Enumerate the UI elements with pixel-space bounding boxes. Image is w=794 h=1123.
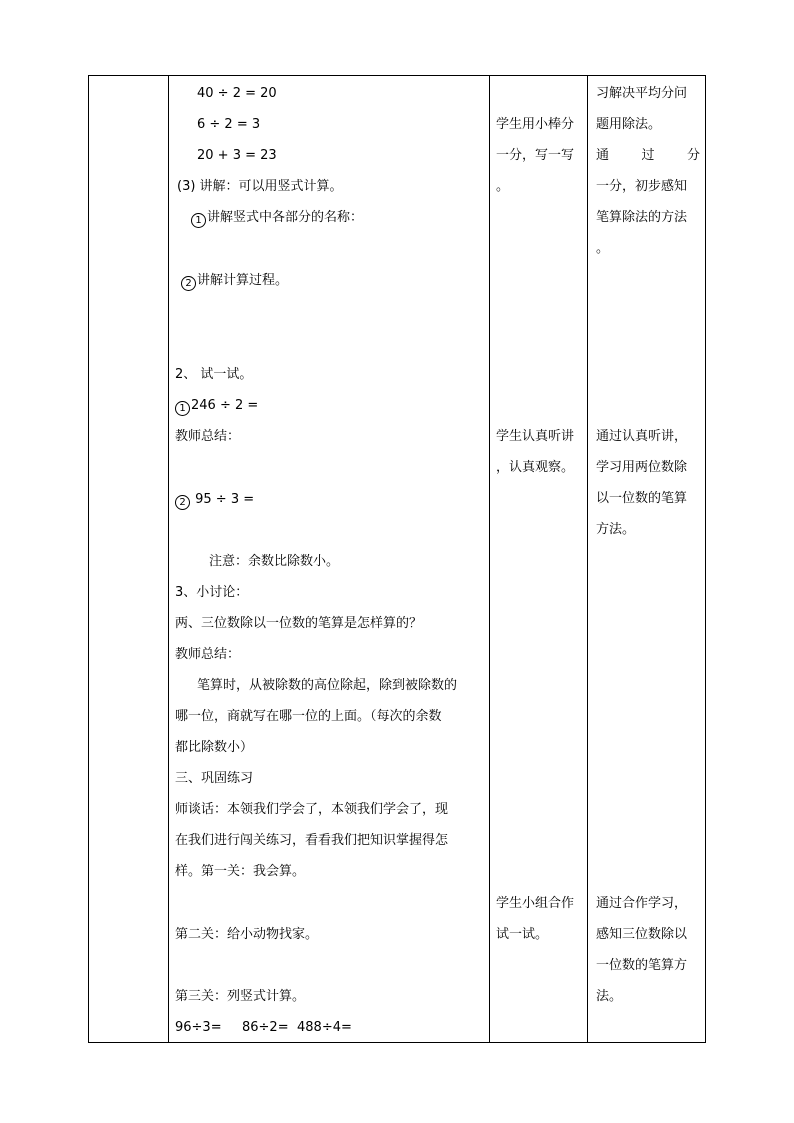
level-2: 第二关：给小动物找家。: [175, 927, 319, 942]
discussion-question: 两、三位数除以一位数的笔算是怎样算的？: [175, 616, 423, 631]
purpose-text: 通过认真听讲，: [596, 429, 688, 444]
explain-step-2: [181, 273, 288, 291]
calc-line: 40 ÷ 2 = 20: [197, 86, 277, 101]
student-text: 学生小组合作: [496, 896, 575, 911]
teacher-talk: 样。第一关：我会算。: [175, 864, 306, 879]
step-text: 95 ÷ 3 =: [191, 492, 255, 507]
calc-line: 6 ÷ 2 = 3: [197, 117, 261, 132]
explanation-heading: (3) 讲解：可以用竖式计算。: [177, 179, 343, 194]
lesson-plan-table: [88, 75, 706, 1043]
section-try: 2、 试一试。: [175, 367, 253, 382]
circled-number: 2: [181, 276, 196, 291]
student-text: 。: [496, 179, 510, 194]
teacher-summary-label: 教师总结：: [175, 647, 241, 662]
purpose-char: 通: [596, 148, 610, 163]
student-text: 试一试。: [496, 927, 549, 942]
student-text: ，认真观察。: [496, 460, 575, 475]
purpose-text: 题用除法。: [596, 117, 662, 132]
circled-number: 1: [191, 213, 206, 228]
purpose-char: 过: [641, 148, 655, 163]
summary-text: 都比除数小）: [175, 740, 254, 755]
purpose-text: 通过合作学习，: [596, 896, 688, 911]
circled-number: 2: [175, 495, 190, 510]
step-text: 讲解计算过程。: [197, 273, 289, 288]
purpose-text: 以一位数的笔算: [596, 491, 688, 506]
section-discussion: 3、小讨论：: [175, 585, 249, 600]
step-text: 246 ÷ 2 =: [191, 398, 259, 413]
summary-text: 哪一位，商就写在哪一位的上面。（每次的余数: [175, 709, 442, 724]
level-3: 第三关：列竖式计算。: [175, 989, 306, 1004]
exercise-3: 488÷4=: [297, 1020, 352, 1035]
purpose-text: 习解决平均分问: [596, 86, 688, 101]
student-activity-column: [490, 76, 587, 1042]
try-item-1: [175, 398, 258, 416]
purpose-text: 一位数的笔算方: [596, 958, 688, 973]
teacher-talk: 师谈话：本领我们学会了，本领我们学会了，现: [175, 802, 449, 817]
design-purpose-column: [588, 76, 705, 1042]
circled-number: 1: [175, 401, 190, 416]
purpose-char: 分: [686, 148, 700, 163]
purpose-text: 笔算除法的方法: [596, 210, 688, 225]
purpose-text: 法。: [596, 989, 623, 1004]
student-text: 学生用小棒分: [496, 117, 575, 132]
teacher-summary-label: 教师总结：: [175, 429, 241, 444]
exercise-2: 86÷2=: [242, 1020, 289, 1035]
teaching-process-column: [169, 76, 489, 1042]
left-empty-column: [89, 76, 168, 1042]
purpose-text: 一分，初步感知: [596, 179, 688, 194]
purpose-text: 感知三位数除以: [596, 927, 688, 942]
teacher-talk: 在我们进行闯关练习，看看我们把知识掌握得怎: [175, 833, 449, 848]
purpose-text: [596, 148, 700, 164]
student-text: 一分，写一写: [496, 148, 575, 163]
student-text: 学生认真听讲: [496, 429, 575, 444]
try-item-2: [175, 492, 254, 510]
note-line: 注意：余数比除数小。: [209, 554, 340, 569]
explain-step-1: [191, 210, 363, 228]
summary-text: 笔算时，从被除数的高位除起，除到被除数的: [197, 678, 458, 693]
section-practice: 三、巩固练习: [175, 771, 254, 786]
calc-line: 20 + 3 = 23: [197, 148, 277, 163]
purpose-text: 。: [596, 241, 610, 256]
step-text: 讲解竖式中各部分的名称：: [207, 210, 364, 225]
purpose-text: 学习用两位数除: [596, 460, 688, 475]
purpose-text: 方法。: [596, 522, 636, 537]
exercise-1: 96÷3=: [175, 1020, 222, 1035]
